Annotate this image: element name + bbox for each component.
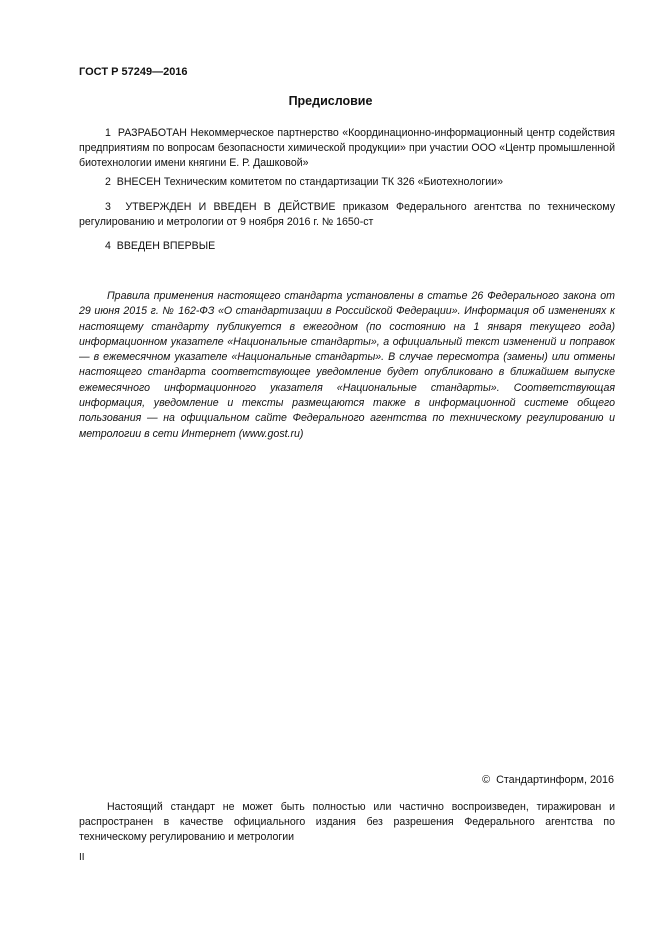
page-number: II	[79, 852, 85, 863]
copyright-notice	[482, 774, 614, 786]
application-rules-note: Правила применения настоящего стандарта установлены в статье 26 Федерального закона от 29 июня 2015 г. № 162-ФЗ «О стандартизации в Российской Федерации». Информация об изменениях к настоящему стандарту публикуется в ежегодном (по состоянию на 1 января текущего года) информационном указателе «Национальные стандарты», а официальный текст изменений и поправок — в ежемесячном указателе «Национальные стандарты». В случае пересмотра (замены) или отмены настоящего стандарта соответствующее уведомление будет опубликовано в ближайшем выпуске ежемесячного информационного указателя «Национальные стандарты». Соответствующая информация, уведомление и тексты размещаются также в информационной системе общего пользования — на официальном сайте Федерального агентства по техническому регулированию и метрологии в сети Интернет (www.gost.ru)	[79, 290, 615, 440]
preface-item-1	[79, 126, 615, 171]
page-title: Предисловие	[288, 94, 373, 108]
item-text: ВНЕСЕН Техническим комитетом по стандартизации ТК 326 «Биотехнологии»	[116, 176, 503, 188]
preface-item-3	[79, 200, 615, 230]
preface-item-4	[79, 239, 615, 254]
item-text: ВВЕДЕН ВПЕРВЫЕ	[116, 240, 216, 252]
item-number: 2	[105, 176, 111, 188]
copyright-text: Стандартинформ, 2016	[496, 774, 614, 786]
copyright-icon: ©	[482, 774, 491, 786]
standard-code: ГОСТ Р 57249—2016	[79, 66, 188, 78]
item-number: 1	[105, 127, 111, 139]
item-number: 4	[105, 240, 111, 252]
preface-item-2	[79, 175, 615, 190]
item-text: РАЗРАБОТАН Некоммерческое партнерство «Координационно-информационный центр содействия предприятиям по вопросам безопасности химической продукции» при участии ООО «Центр промышленной биотехнологии имени княгини Е. Р. Дашковой»	[79, 127, 615, 169]
reproduction-notice: Настоящий стандарт не может быть полностью или частично воспроизведен, тиражирован и распространен в качестве официального издания без разрешения Федерального агентства по техническому регулированию и метрологии	[79, 801, 615, 843]
item-number: 3	[105, 201, 111, 213]
item-text: УТВЕРЖДЕН И ВВЕДЕН В ДЕЙСТВИЕ приказом Федерального агентства по техническому регулированию и метрологии от 9 ноября 2016 г. № 1650-ст	[79, 201, 616, 228]
